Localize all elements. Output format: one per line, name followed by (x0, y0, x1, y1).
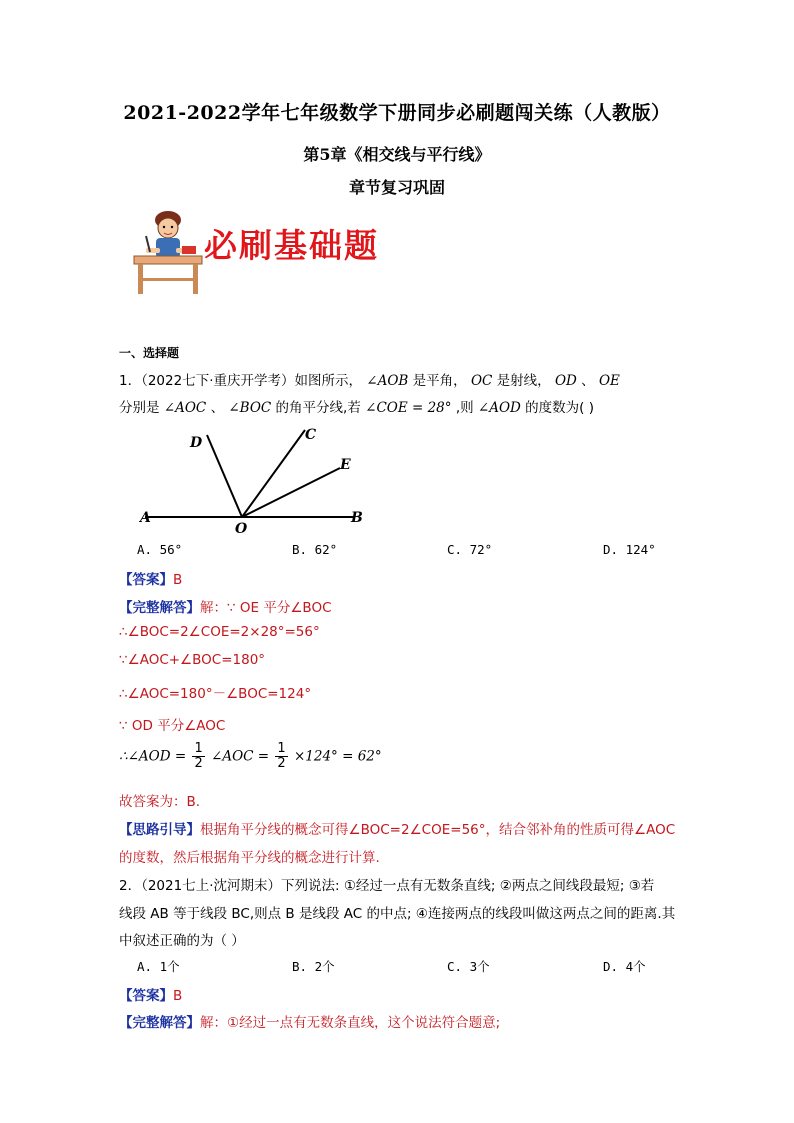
q2-option-b: B. 2个 (292, 959, 335, 974)
banner-title: 必刷基础题 (204, 226, 379, 265)
q1-option-b: B. 62° (292, 542, 338, 557)
chapter-title: 第5章《相交线与平行线》 (303, 145, 491, 164)
q2-option-a: A. 1个 (137, 959, 180, 974)
q2-line3: 中叙述正确的为（ ） (119, 933, 245, 949)
angle-figure (135, 425, 370, 535)
label-b: B (351, 510, 363, 526)
q1-option-d: D. 124° (603, 542, 656, 557)
label-d: D (190, 435, 203, 451)
q2-line1: 2．（2021七上·沈河期末）下列说法: ①经过一点有无数条直线; ②两点之间线段最短; ③若 (119, 878, 655, 894)
fraction-half-1: $\frac{1}{2}$ (194, 741, 203, 771)
q1-hint-line-2: 的度数，然后根据角平分线的概念进行计算. (119, 850, 380, 866)
q1-formula: ∴∠AOD = $\frac{1}{2}$ ∠AOC = $\frac{1}{2}$ ×124° = 62° (119, 741, 382, 771)
q1-hint-line-1: 【思路引导】根据角平分线的概念可得∠BOC=2∠COE=56°，结合邻补角的性质可得∠AOC (119, 822, 676, 838)
q1-solution-line-4: ∴∠AOC=180°－∠BOC=124° (119, 686, 312, 702)
q1-solution-line-5: ∵ OD 平分∠AOC (119, 718, 226, 734)
label-e: E (340, 457, 351, 473)
ray-od (207, 435, 242, 517)
q2-answer: 【答案】B (119, 988, 183, 1004)
q1-conclusion: 故答案为：B. (119, 794, 201, 810)
ray-oc (242, 430, 305, 517)
q1-solution-line-2: ∴∠BOC=2∠COE=2×28°=56° (119, 624, 320, 640)
q1-line2: 分别是 ∠AOC 、 ∠BOC 的角平分线,若 ∠COE = 28° ,则 ∠AOD 的度数为( ) (119, 400, 594, 416)
ray-oe (242, 468, 340, 517)
label-a: A (140, 510, 151, 526)
q2-option-c: C. 3个 (447, 959, 490, 974)
q1-solution-line-3: ∵∠AOC+∠BOC=180° (119, 652, 266, 668)
label-o: O (235, 521, 248, 535)
q2-line2: 线段 AB 等于线段 BC,则点 B 是线段 AC 的中点; ④连接两点的线段叫做这两点之间的距离.其 (119, 906, 676, 922)
q2-option-d: D. 4个 (603, 959, 646, 974)
q1-option-a: A. 56° (137, 542, 183, 557)
q1-option-c: C. 72° (447, 542, 493, 557)
q1-line1: 1．（2022七下·重庆开学考）如图所示， ∠AOB 是平角， OC 是射线， OD 、 OE (119, 373, 620, 389)
section-title: 章节复习巩固 (348, 178, 445, 197)
student-at-desk-illustration (130, 206, 206, 298)
q1-solution-line-1: 【完整解答】解：∵ OE 平分∠BOC (119, 600, 332, 616)
fraction-half-2: $\frac{1}{2}$ (277, 741, 286, 771)
q1-answer: 【答案】B (119, 572, 183, 588)
q2-solution-line-1: 【完整解答】解：①经过一点有无数条直线，这个说法符合题意; (119, 1015, 501, 1031)
part-heading: 一、选择题 (119, 346, 180, 360)
label-c: C (305, 427, 317, 443)
document-title: 2021-2022学年七年级数学下册同步必刷题闯关练（人教版） (123, 102, 671, 124)
